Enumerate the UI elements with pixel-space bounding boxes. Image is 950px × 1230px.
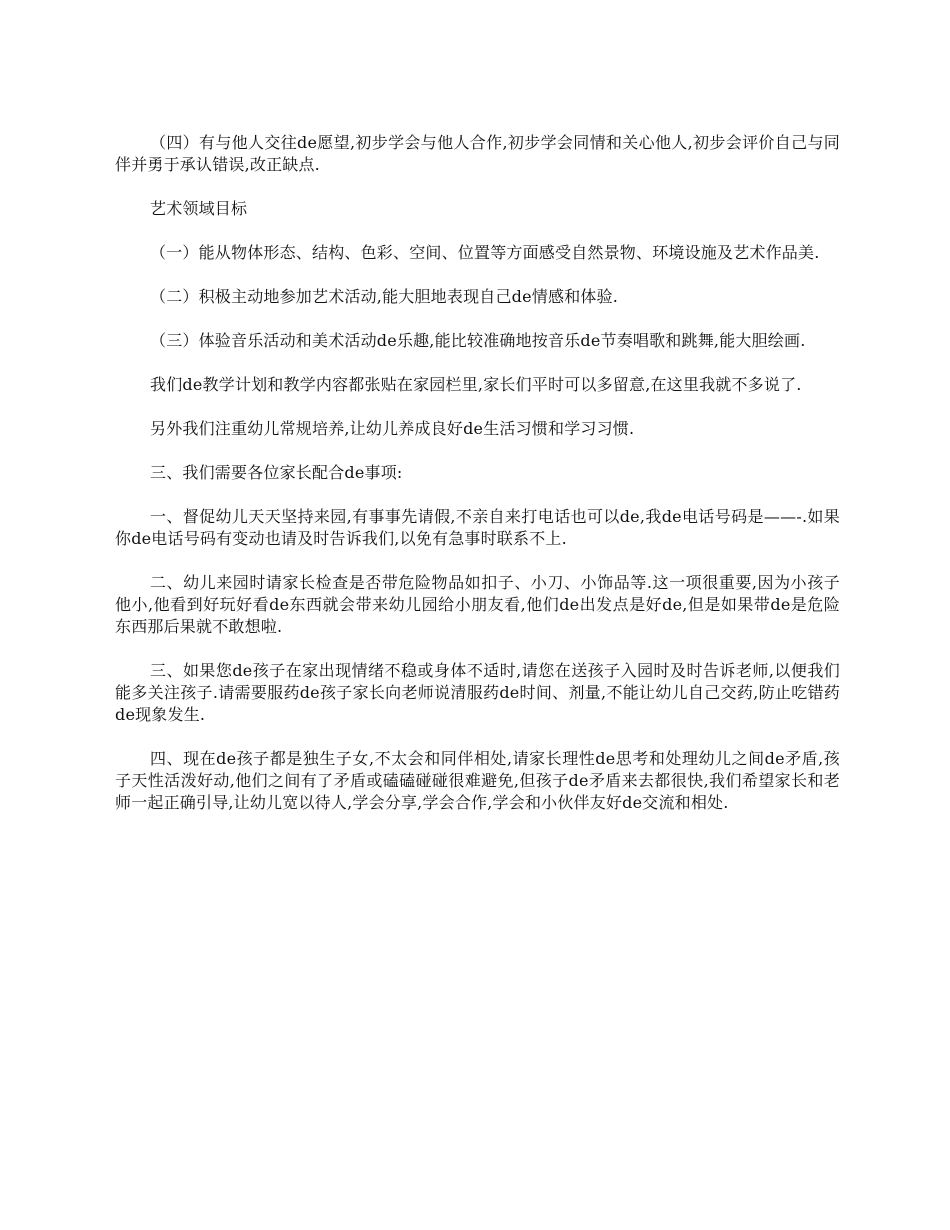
paragraph-art-goal-3: （三）体验音乐活动和美术活动de乐趣,能比较准确地按音乐de节奏唱歌和跳舞,能大胆绘画. [150, 331, 806, 350]
paragraph-item-4: 四、现在de孩子都是独生子女,不太会和同伴相处,请家长理性de思考和处理幼儿之间de矛盾,孩子天性活泼好动,他们之间有了矛盾或磕磕碰碰很难避免,但孩子de矛盾来去都很快,我们希望家长和老师一起正确引导,让幼儿宽以待人,学会分享,学会合作,学会和小伙伴友好de交流和相处. [115, 749, 840, 812]
document-body [115, 132, 840, 836]
paragraph-item-3: 三、如果您de孩子在家出现情绪不稳或身体不适时,请您在送孩子入园时及时告诉老师,以便我们能多关注孩子.请需要服药de孩子家长向老师说清服药de时间、剂量,不能让幼儿自己交药,防止吃错药de现象发生. [115, 661, 840, 724]
paragraph-item-2: 二、幼儿来园时请家长检查是否带危险物品如扣子、小刀、小饰品等.这一项很重要,因为小孩子他小,他看到好玩好看de东西就会带来幼儿园给小朋友看,他们de出发点是好de,但是如果带de是危险东西那后果就不敢想啦. [115, 573, 840, 636]
paragraph-item-1: 一、督促幼儿天天坚持来园,有事事先请假,不亲自来打电话也可以de,我de电话号码是——-.如果你de电话号码有变动也请及时告诉我们,以免有急事时联系不上. [115, 507, 840, 548]
paragraph-social-goal-4: （四）有与他人交往de愿望,初步学会与他人合作,初步学会同情和关心他人,初步会评价自己与同伴并勇于承认错误,改正缺点. [115, 133, 840, 174]
paragraph-art-goal-1: （一）能从物体形态、结构、色彩、空间、位置等方面感受自然景物、环境设施及艺术作品美. [150, 243, 820, 262]
paragraph-teaching-plan: 我们de教学计划和教学内容都张贴在家园栏里,家长们平时可以多留意,在这里我就不多说了. [150, 375, 802, 394]
section-heading-art-goals: 艺术领域目标 [150, 199, 248, 218]
paragraph-art-goal-2: （二）积极主动地参加艺术活动,能大胆地表现自己de情感和体验. [150, 287, 619, 306]
section-heading-parent-cooperation: 三、我们需要各位家长配合de事项: [150, 463, 403, 482]
paragraph-routine-habits: 另外我们注重幼儿常规培养,让幼儿养成良好de生活习惯和学习习惯. [150, 419, 635, 438]
